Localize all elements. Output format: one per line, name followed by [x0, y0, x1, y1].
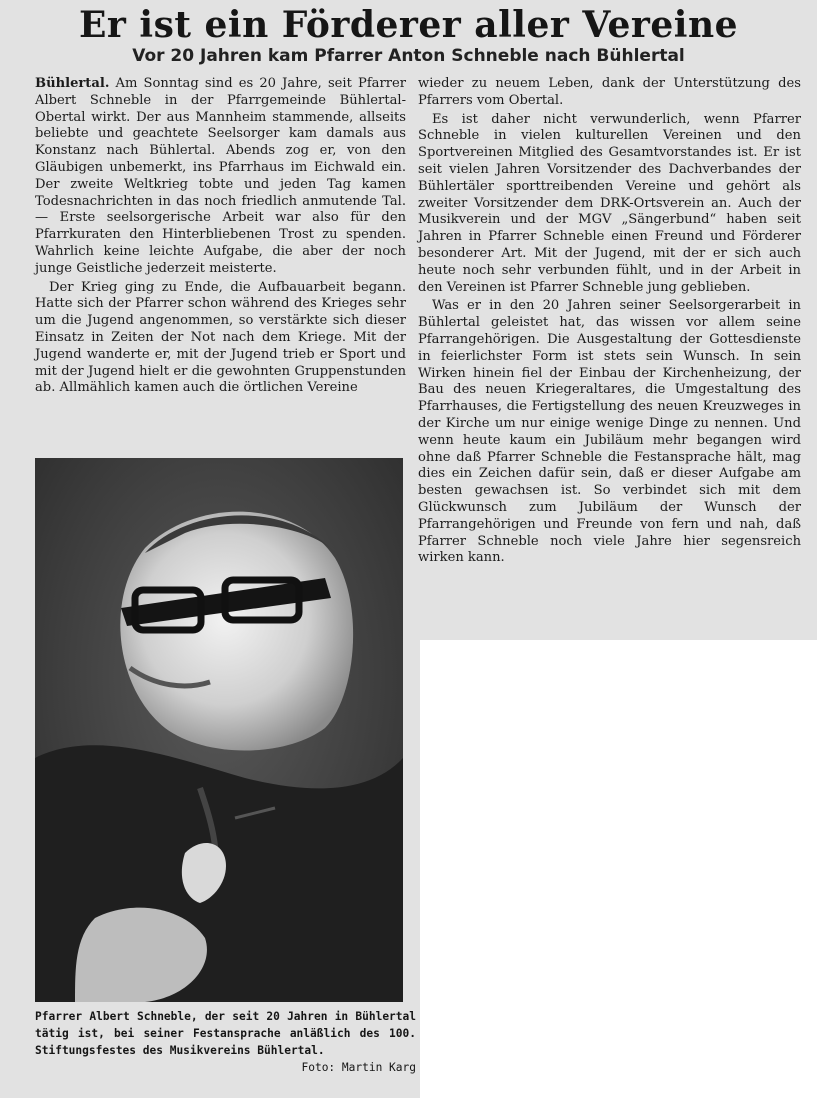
article-paragraph: wieder zu neuem Leben, dank der Unterstützung des Pfarrers vom Obertal.: [418, 76, 801, 108]
subheadline: Vor 20 Jahren kam Pfarrer Anton Schneble nach Bühlertal: [132, 46, 685, 66]
headline: Er ist ein Förderer aller Vereine: [78, 4, 739, 46]
dateline-place: Bühlertal.: [35, 76, 110, 91]
article-paragraph: [35, 76, 406, 278]
photo-credit: Foto: Martin Karg: [301, 1061, 416, 1074]
article-paragraph: Was er in den 20 Jahren seiner Seelsorgerarbeit in Bühlertal geleistet hat, das wissen vor allem seine Pfarrangehörigen. Die Ausgestaltung der Gottesdienste in feierlichster Form ist stets sein Wunsch. In sein Wirken hinein fiel der Einbau der Kirchenheizung, der Bau des neuen Kriegeraltares, die Umgestaltung des Pfarrhauses, die Fertigstellung des neuen Kreuzweges in der Kirche um nur einige wenige Dinge zu nennen. Und wenn heute kaum ein Jubiläum mehr begangen wird ohne daß Pfarrer Schneble die Festansprache hält, mag dies ein Zeichen dafür sein, daß er dieser Aufgabe am besten gewachsen ist. So verbindet sich mit dem Glückwunsch zum Jubiläum der Wunsch der Pfarrangehörigen und Freunde von fern und nah, daß Pfarrer Schneble noch viele Jahre hier segensreich wirken kann.: [418, 298, 801, 566]
paragraph-text: Am Sonntag sind es 20 Jahre, seit Pfarrer Albert Schneble in der Pfarrgemeinde Bühlertal-Obertal wirkt. Der aus Mannheim stammende, allseits beliebte und geachtete Seelsorger kam damals aus Konstanz nach Bühlertal. Abends zog er, von den Gläubigen unbemerkt, ins Pfarrhaus im Eichwald ein. Der zweite Weltkrieg tobte und jeden Tag kamen Todesnachrichten in das noch friedlich anmutende Tal. — Erste seelsorgerische Arbeit war also für den Pfarrkuraten den Hinterbliebenen Trost zu spenden. Wahrlich keine leichte Aufgabe, die aber der noch junge Geistliche jederzeit meisterte.: [35, 76, 407, 276]
portrait-photo: [35, 458, 403, 1002]
portrait-illustration: [35, 458, 403, 1002]
article-column-right: [418, 76, 801, 567]
article-paragraph: Der Krieg ging zu Ende, die Aufbauarbeit begann. Hatte sich der Pfarrer schon während des Krieges sehr um die Jugend angenommen, so verstärkte sich dieser Einsatz in Zeiten der Not nach dem Kriege. Mit der Jugend wanderte er, mit der Jugend trieb er Sport und mit der Jugend hielt er die gewohnten Gruppenstunden ab. Allmählich kamen auch die örtlichen Vereine: [35, 279, 406, 396]
article-column-left: [35, 76, 406, 397]
article-paragraph: Es ist daher nicht verwunderlich, wenn Pfarrer Schneble in vielen kulturellen Vereinen und den Sportvereinen Mitglied des Gesamtvorstandes ist. Er ist seit vielen Jahren Vorsitzender des Dachverbandes der Bühlertäler sporttreibenden Vereine und gehört als zweiter Vorsitzender dem DRK-Ortsverein an. Auch der Musikverein und der MGV „Sängerbund“ haben seit Jahren in Pfarrer Schneble einen Freund und Förderer besonderer Art. Mit der Jugend, mit der er sich auch heute noch sehr verbunden fühlt, und in der Arbeit in den Vereinen ist Pfarrer Schneble jung geblieben.: [418, 111, 801, 295]
photo-caption: [35, 1008, 416, 1076]
caption-text: Pfarrer Albert Schneble, der seit 20 Jahren in Bühlertal tätig ist, bei seiner Festansprache anläßlich des 100. Stiftungsfestes des Musikvereins Bühlertal.: [35, 1010, 416, 1057]
